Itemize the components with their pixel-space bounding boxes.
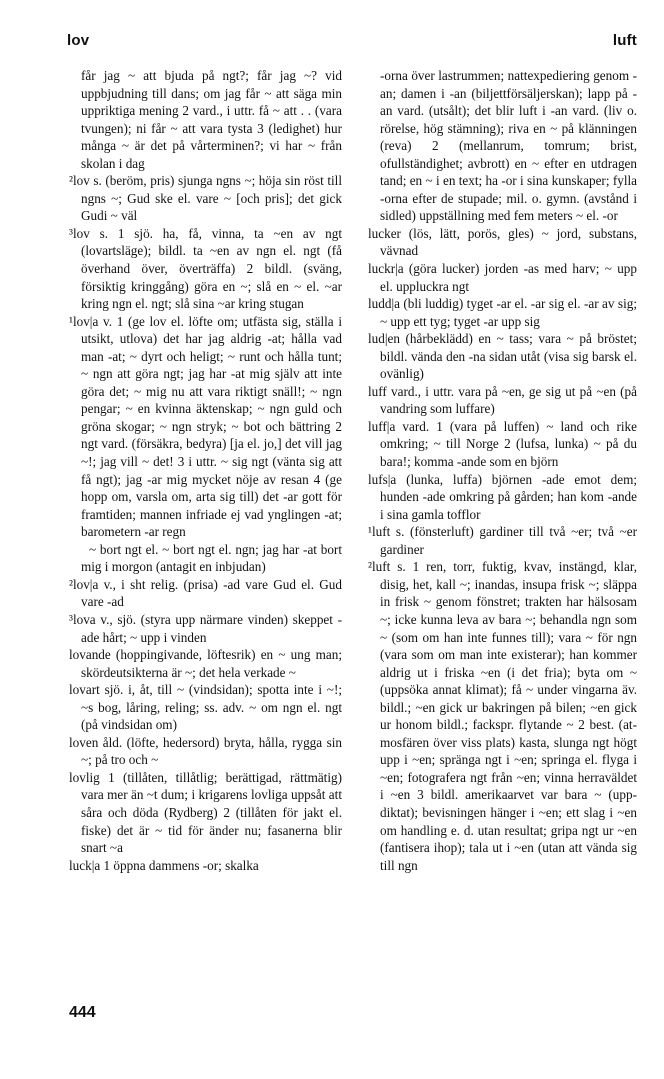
dictionary-entry: ¹luft s. (fönsterluft) gardiner till två ~er; två ~er gardiner xyxy=(368,524,637,557)
dictionary-entry: ²lov|a v., i sht relig. (prisa) -ad vare Gud el. Gud vare -ad xyxy=(69,576,342,610)
dictionary-entry: lovlig 1 (tillåten, tillåtlig; berättigad, rättmätig) vara mer än ~t dum; i krigarens lovliga uppsåt att såra och döda (Rydberg) 2 (tillåten för jakt el. fiske) det är ~ tid för änder nu; fasanerna blir snart ~a xyxy=(69,769,342,856)
dictionary-entry: ludd|a (bli luddig) tyget -ar el. -ar sig el. -ar av sig; ~ upp ett tyg; tyget -ar upp sig xyxy=(368,296,637,329)
dictionary-entry: -orna över lastrummen; nattexpediering genom -an; damen i -an (biljettförsäljerskan); lapp på -an vard. (utsålt); det blir luft i -an vard. (liv o. rörelse, hög stämning); riva en ~ på klänningen (reva) 2 (mellanrum, tomrum; brist, ofullständighet; avbrott) en ~ efter en utdragen tand; en ~ i en text; ha -or i sina kunskaper; fylla -orna efter de stupade; mil. o. gymn. (avstånd i sidled) uppställning med fem meters ~ el. -or xyxy=(380,68,637,224)
dictionary-entry: lud|en (hårbeklädd) en ~ tass; vara ~ på bröstet; bildl. vända den -na sidan utåt (visa sig barsk el. ovänlig) xyxy=(368,331,637,382)
header-guide-word-left: lov xyxy=(67,32,90,49)
header-guide-word-right: luft xyxy=(612,32,637,49)
dictionary-entry: ²lov s. (beröm, pris) sjunga ngns ~; höja sin röst till ngns ~; Gud ske el. vare ~ [och pris]; det gick Gudi ~ väl xyxy=(69,173,342,224)
dictionary-entry: lovart sjö. i, åt, till ~ (vindsidan); spotta inte i ~!; ~s bog, låring, reling; ss. adv. ~ om ngn el. ngt (på vindsidan om) xyxy=(69,682,342,733)
dictionary-entry: ³lova v., sjö. (styra upp närmare vinden) skeppet -ade hårt; ~ upp i vinden xyxy=(69,611,342,645)
dictionary-entry: luck|a 1 öppna dammens -or; skalka xyxy=(69,857,259,873)
dictionary-entry: ~ bort ngt el. ~ bort ngt el. ngn; jag har -at bort mig i morgon (antagit en inbjudan) xyxy=(81,541,342,575)
dictionary-entry: lovande (hoppingivande, löftesrik) en ~ ung man; skördeutsikterna är ~; det hela verkade ~ xyxy=(69,647,342,680)
dictionary-entry: ¹lov|a v. 1 (ge lov el. löfte om; utfästa sig, ställa i utsikt, utlova) det har jag aldrig -at; hålla vad man -at; ~ dyrt och heligt; ~ runt och hålla tunt; ~ ngn att göra ngt; jag har -at mig själv att inte göra det; ~ mig nu att vara riktigt snäll!; ~ ngn pengar; ~ en kvinna äktenskap; ~ ngn guld och gröna skogar; ~ ngn stryk; ~ bot och bättring 2 ngt vard. (försäkra, bedyra) [ja el. jo,] det vill jag ~!; jag vill ~ det! 3 i uttr. ~ sig ngt (vänta sig att få ngt); jag -ar mig mycket nöje av resan 4 (ge hopp om, varsla om, arta sig till) det -ar gott för framtiden; mannen infriade ej vad ynglingen -at; barometern -ar regn xyxy=(69,313,342,540)
dictionary-entry: luff vard., i uttr. vara på ~en, ge sig ut på ~en (på vandring som luffare) xyxy=(368,383,637,417)
dictionary-entry: loven åld. (löfte, hedersord) bryta, hålla, rygga sin ~; på tro och ~ xyxy=(69,734,342,768)
left-column xyxy=(69,67,342,874)
dictionary-entry: lucker (lös, lätt, porös, gles) ~ jord, substans, vävnad xyxy=(368,225,637,259)
dictionary-entry: ²luft s. 1 ren, torr, fuktig, kvav, instängd, klar, disig, het, kall ~; inandas, insupa frisk ~; släppa in frisk ~ genom fönstret; trakten har hälsosam ~; icke kunna leva av bara ~; behandla ngn som ~ (som om han inte funnes till); vara ~ för ngn (vara som om man inte existerar); han kommer aldrig ut i friska ~en (i det fria); byta om ~ (uppsöka annat klimat); få ~ under vingarna äv. bildl.; ~en gick ur bakringen på bilen; ~en gick ur honom bildl.; fackspr. flytande ~ 2 best. (atmosfären över viss plats) kasta, slunga ngt högt upp i ~en; spränga ngt i ~en; springa el. flyga i ~en; fotografera ngt från ~en; vinna herraväldet i ~en 3 bildl. amerikaarvet var bara ~ (uppdiktat); bevisningen hänger i ~en; ett slag i ~en om handling e. d. utan resultat; gripa ngt ur ~en (fantisera ihop); tala ut i ~en (utan att vända sig till ngn xyxy=(368,559,637,873)
page-number: 444 xyxy=(69,1004,96,1021)
dictionary-entry: lufs|a (lunka, luffa) björnen -ade emot dem; hunden -ade omkring på gården; han kom -ande i sina gamla tofflor xyxy=(368,471,637,522)
dictionary-entry: luckr|a (göra lucker) jorden -as med harv; ~ upp el. uppluckra ngt xyxy=(368,261,637,294)
dictionary-entry: ³lov s. 1 sjö. ha, få, vinna, ta ~en av ngt (lovartsläge); bildl. ta ~en av ngn el. ngt (få överhand över, överträffa) 2 bildl. (sväng, försiktig kringgång) göra en ~; slå en ~ el. ~ar kring ngn el. ngt; slå sina ~ar kring stugan xyxy=(69,225,342,312)
right-column xyxy=(368,67,637,874)
dictionary-entry: luff|a vard. 1 (vara på luffen) ~ land och rike omkring; ~ till Norge 2 (lufsa, lunka) ~ på du bara!; komma -ande som en björn xyxy=(368,418,637,470)
dictionary-entry: får jag ~ att bjuda på ngt?; får jag ~? vid uppbjudning till dans; om jag får ~ att säga min uppriktiga mening 2 vard., i uttr. få ~ att . . (vara tvungen); ni får ~ att vara tysta 3 (ledighet) hur många ~ är det på vårterminen?; vi har ~ från skolan i dag xyxy=(81,68,342,171)
